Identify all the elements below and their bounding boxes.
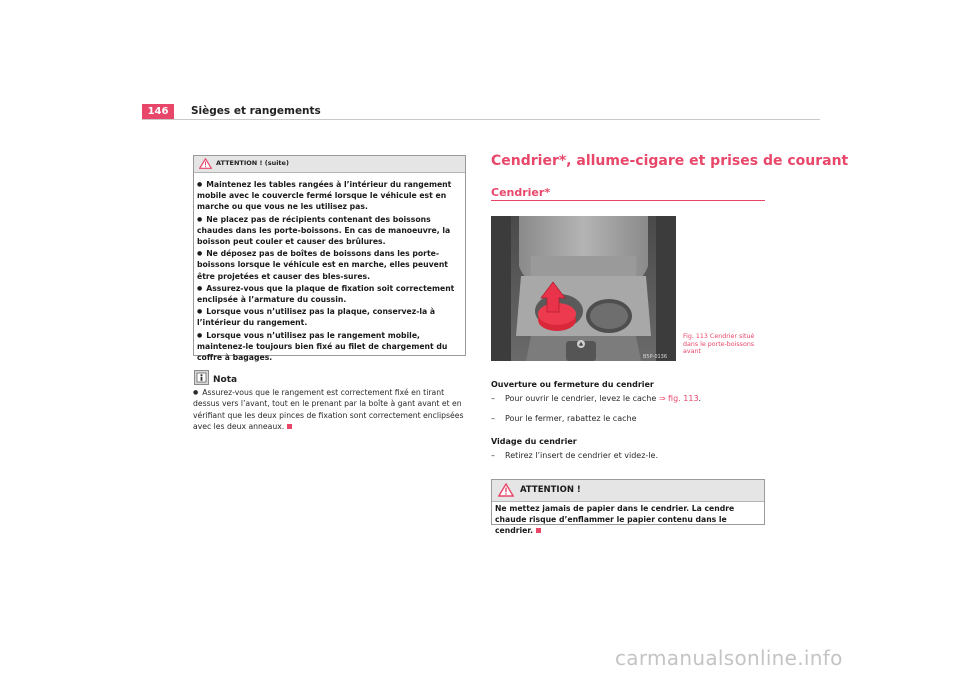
end-of-section-mark — [536, 528, 541, 533]
ashtray-figure — [491, 216, 676, 361]
warning-box — [491, 479, 765, 535]
note-icon — [194, 370, 209, 385]
warning-item: ● Assurez-vous que la plaque de fixation soit correctement enclipsée à l’armature du coussin. — [197, 283, 455, 305]
warning-item: ● Ne déposez pas de boîtes de boissons dans les porte-boissons lorsque le véhicule est en marche, elles peuvent être projetées et causer des bles-sures. — [197, 249, 448, 281]
figure-code: B5P-0136 — [643, 354, 668, 360]
figure-reference-link[interactable]: ⇒ fig. 113 — [658, 394, 699, 403]
open-close-heading: Ouverture ou fermeture du cendrier — [491, 380, 654, 389]
section-title: Cendrier*, allume-cigare et prises de courant — [491, 153, 849, 169]
empty-step: – Retirez l’insert de cendrier et videz-le. — [491, 451, 658, 460]
warning-title: ATTENTION ! — [520, 485, 581, 495]
warning-triangle-icon — [498, 483, 514, 497]
end-of-section-mark — [287, 424, 292, 429]
warning-box-continued — [193, 155, 466, 363]
warning-text: Ne mettez jamais de papier dans le cendrier. La cendre chaude risque d’enflammer le papier contenu dans le cendrier. — [495, 504, 735, 535]
subsection-title: Cendrier* — [491, 186, 551, 199]
page-number: 146 — [142, 104, 174, 120]
close-step: – Pour le fermer, rabattez le cache — [491, 414, 637, 423]
warning-title: ATTENTION ! (suite) — [216, 159, 289, 167]
header-divider — [142, 119, 820, 120]
figure-caption: Fig. 113 Cendrier situé dans le porte-boissons avant — [683, 333, 755, 355]
chapter-title: Sièges et rangements — [191, 105, 321, 117]
subsection-divider — [491, 200, 765, 201]
empty-heading: Vidage du cendrier — [491, 437, 577, 446]
note-label: Nota — [213, 375, 238, 385]
warning-header — [492, 480, 764, 502]
warning-item: ● Lorsque vous n’utilisez pas la plaque, conservez-la à l’intérieur du rangement. — [197, 307, 436, 328]
warning-triangle-icon — [199, 158, 212, 169]
warning-header — [194, 156, 465, 173]
open-step: – Pour ouvrir le cendrier, levez le cache ⇒ fig. 113. — [491, 394, 702, 403]
warning-list — [197, 179, 464, 364]
warning-item: ● Lorsque vous n’utilisez pas le rangement mobile, maintenez-le toujours bien fixé au filet de chargement du coffre à bagages. — [197, 330, 448, 363]
watermark: carmanualsonline.info — [615, 646, 843, 670]
warning-item: ● Maintenez les tables rangées à l’intérieur du rangement mobile avec le couvercle fermé lorsque le véhicule est en marche ou que vous ne les utilisez pas. — [197, 180, 452, 212]
note-text: ● Assurez-vous que le rangement est correctement fixé en tirant dessus vers l’avant, tout en le prenant par la boîte à gant avant et en vérifiant que les deux pinces de fixation sont correctement enclipsées avec les deux anneaux. — [193, 388, 464, 431]
warning-item: ● Ne placez pas de récipients contenant des boissons chaudes dans les porte-boissons. En cas de manoeuvre, la boisson peut couler et causer des brûlures. — [197, 214, 451, 247]
